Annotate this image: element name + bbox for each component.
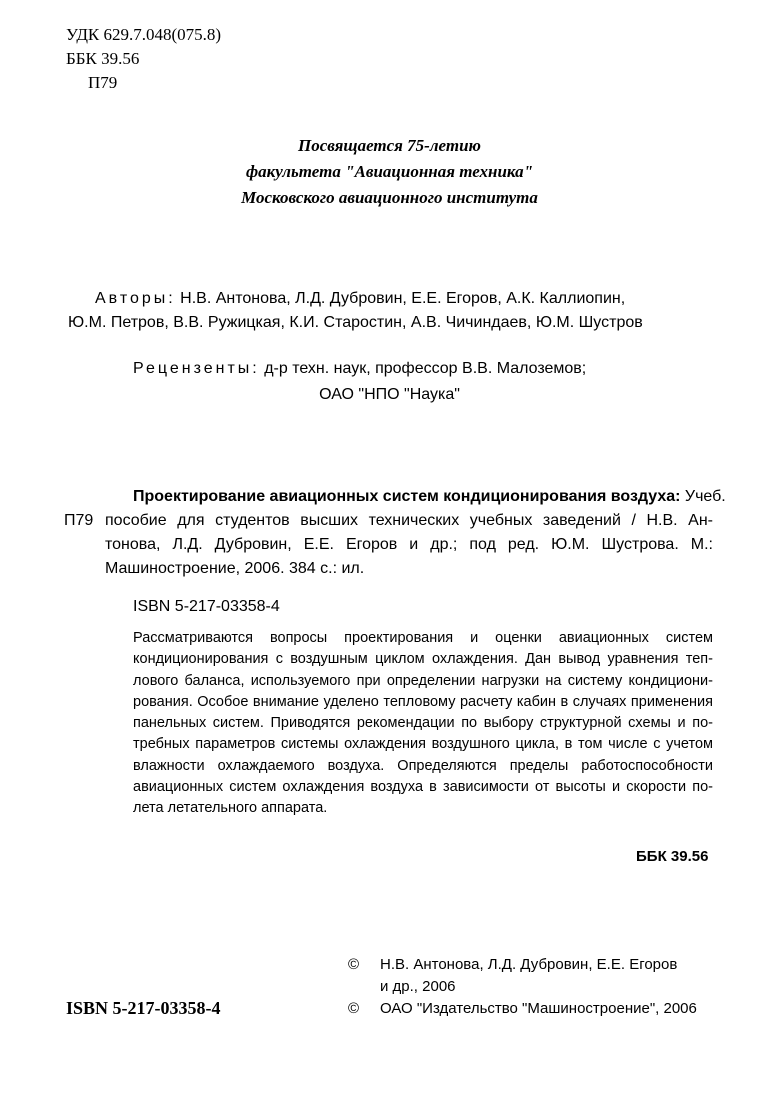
abstract xyxy=(133,628,713,820)
book-title: Проектирование авиационных систем кондиционирования воздуха: xyxy=(133,488,681,505)
copyright-line-1: Н.В. Антонова, Л.Д. Дубровин, Е.Е. Егоров xyxy=(380,956,678,973)
isbn-bottom: ISBN 5-217-03358-4 xyxy=(66,998,221,1018)
bibliography-code: П79 xyxy=(64,512,94,529)
abstract-line: панельных систем. Приводятся рекомендации по выбору структурной схемы и по- xyxy=(133,715,713,732)
abstract-line: кондиционирования с воздушным циклом охлаждения. Дан вывод уравнения теп- xyxy=(133,651,713,668)
abstract-line: Рассматриваются вопросы проектирования и оценки авиационных систем xyxy=(133,630,713,646)
udk-code: УДК 629.7.048(075.8) xyxy=(66,25,222,44)
reviewers-line-2: ОАО "НПО "Наука" xyxy=(319,386,460,403)
bibliography-line-3: тонова, Л.Д. Дубровин, Е.Е. Егоров и др.; под ред. Ю.М. Шустрова. М.: xyxy=(105,536,713,553)
bbk-bottom: ББК 39.56 xyxy=(636,848,709,865)
abstract-line: требных параметров системы охлаждения воздушного цикла, в том числе с учетом xyxy=(133,736,713,753)
abstract-line: лового баланса, используемого при определении нагрузки на систему кондициони- xyxy=(133,672,713,689)
copyright-symbol-2: © xyxy=(348,1000,360,1017)
reviewers-names-1: д-р техн. наук, профессор В.В. Малоземов; xyxy=(264,360,587,377)
abstract-line: авиационных систем охлаждения воздуха в зависимости от высоты и скорости по- xyxy=(133,779,713,796)
abstract-line: рования. Особое внимание уделено тепловому расчету кабин в случаях применения xyxy=(133,693,713,710)
dedication-line-2: факультета "Авиационная техника" xyxy=(245,162,534,181)
bibliography-line-1 xyxy=(133,486,726,507)
reviewers-line-1 xyxy=(133,360,586,378)
abstract-line: влажности охлаждаемого воздуха. Определяются пределы работоспособности xyxy=(133,757,713,774)
authors-label: Авторы: xyxy=(95,290,176,307)
authors-line-1 xyxy=(95,290,625,308)
bibliography-line-4: Машиностроение, 2006. 384 с.: ил. xyxy=(105,560,365,577)
reviewers-label: Рецензенты: xyxy=(133,360,260,377)
authors-line-2: Ю.М. Петров, В.В. Ружицкая, К.И. Старостин, А.В. Чичиндаев, Ю.М. Шустров xyxy=(68,314,643,331)
bibliography-line-2: пособие для студентов высших технических учебных заведений / Н.В. Ан- xyxy=(105,512,713,529)
copyright-line-2: ОАО "Издательство "Машиностроение", 2006 xyxy=(380,1000,697,1017)
copyright-line-1-cont: и др., 2006 xyxy=(380,978,456,995)
copyright-symbol-1: © xyxy=(348,956,360,973)
bibliography-line-1-rest: Учеб. xyxy=(684,488,726,505)
authors-names-1: Н.В. Антонова, Л.Д. Дубровин, Е.Е. Егоров, А.К. Каллиопин, xyxy=(180,290,626,307)
isbn-record: ISBN 5-217-03358-4 xyxy=(133,598,280,615)
dedication-line-3: Московского авиационного института xyxy=(241,188,538,207)
bbk-code: ББК 39.56 xyxy=(66,49,140,68)
dedication-line-1: Посвящается 75-летию xyxy=(298,136,481,155)
abstract-line: лета летательного аппарата. xyxy=(133,800,328,817)
author-mark-code: П79 xyxy=(88,73,118,92)
